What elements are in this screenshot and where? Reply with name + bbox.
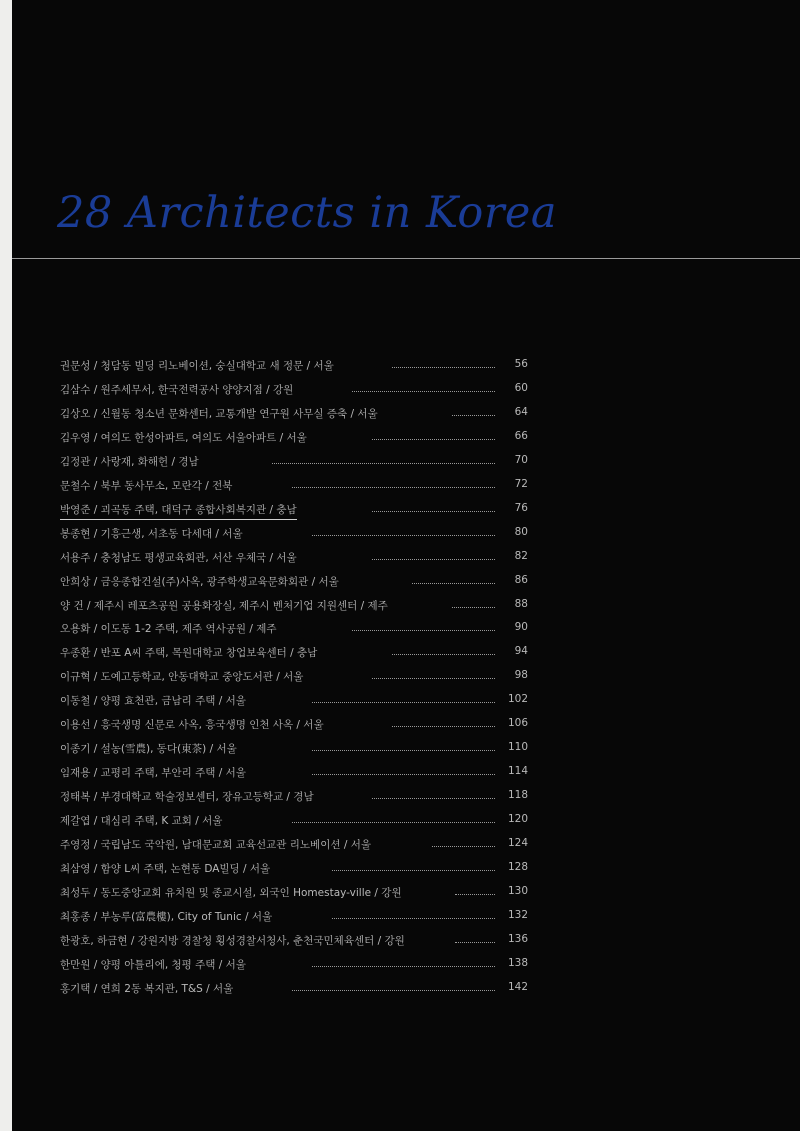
toc-entry [12,547,800,569]
toc-entry [12,666,800,688]
toc-entry [12,355,800,377]
toc-entry-title: 이규혁 / 도예고등학교, 안동대학교 중앙도서관 / 서울 [60,671,304,684]
toc-page-number: 136 [508,932,529,945]
toc-entry-title: 김정관 / 사랑재, 화해헌 / 경남 [60,455,199,468]
toc-page-number: 94 [514,645,528,658]
toc-entry-title: 임재용 / 교평리 주택, 부안리 주택 / 서울 [60,767,246,780]
toc-entry-title: 김삼수 / 원주세무서, 한국전력공사 양양지점 / 강원 [60,383,294,396]
document-page [12,0,800,1131]
toc-page-number: 60 [514,381,528,394]
toc-entry [12,714,800,736]
toc-entry [12,954,800,976]
toc-leader-dots [392,367,495,368]
toc-leader-dots [312,750,495,751]
toc-entry-title: 박영준 / 괴곡동 주택, 대덕구 종합사회복지관 / 충남 [60,502,297,520]
toc-entry [12,786,800,808]
toc-entry [12,618,800,640]
toc-page-number: 118 [508,789,529,802]
toc-leader-dots [312,535,495,536]
toc-entry-title: 김상오 / 신월동 청소년 문화센터, 교통개발 연구원 사무실 증축 / 서울 [60,407,378,420]
toc-page-number: 72 [514,477,528,490]
toc-entry-title: 홍기택 / 연희 2동 복지관, T&S / 서울 [60,982,234,995]
toc-entry [12,499,800,521]
toc-leader-dots [292,487,495,488]
toc-leader-dots [452,415,495,416]
toc-entry [12,834,800,856]
toc-page-number: 76 [514,501,528,514]
toc-page-number: 128 [508,860,529,873]
title-divider [12,258,800,259]
toc-entry [12,690,800,712]
toc-leader-dots [392,654,495,655]
toc-page-number: 80 [514,525,528,538]
toc-entry [12,379,800,401]
toc-entry [12,978,800,1000]
toc-page-number: 120 [508,813,529,826]
toc-leader-dots [312,702,495,703]
toc-leader-dots [452,607,495,608]
toc-entry-title: 이동철 / 양평 효천관, 금남리 주택 / 서울 [60,695,246,708]
toc-page-number: 86 [514,573,528,586]
toc-page-number: 56 [514,358,528,370]
toc-entry-title: 정태복 / 부경대학교 학술정보센터, 장유고등학교 / 경남 [60,791,314,804]
toc-entry [12,858,800,880]
toc-page-number: 64 [514,405,528,418]
toc-entry-title: 김우영 / 여의도 한성아파트, 여의도 서울아파트 / 서울 [60,431,307,444]
toc-page-number: 132 [508,908,529,921]
toc-leader-dots [352,630,495,631]
toc-entry-title: 우종환 / 반포 A씨 주택, 목원대학교 창업보육센터 / 충남 [60,647,318,660]
toc-page-number: 114 [508,765,529,778]
toc-leader-dots [432,846,495,847]
toc-entry [12,475,800,497]
toc-leader-dots [372,511,495,512]
toc-page-number: 90 [514,621,528,634]
toc-entry [12,642,800,664]
toc-leader-dots [455,894,495,895]
toc-leader-dots [392,726,495,727]
toc-entry-title: 서용주 / 충청남도 평생교육회관, 서산 우체국 / 서울 [60,551,297,564]
toc-page-number: 138 [508,956,529,969]
toc-leader-dots [272,463,495,464]
toc-entry [12,427,800,449]
toc-leader-dots [332,870,495,871]
toc-leader-dots [372,559,495,560]
toc-entry-title: 안희상 / 금응종합건설(주)사옥, 광주학생교육문화회관 / 서울 [60,575,339,588]
toc-leader-dots [372,798,495,799]
toc-leader-dots [332,918,495,919]
toc-entry-title: 제갈엽 / 대심리 주택, K 교회 / 서울 [60,815,223,828]
toc-page-number: 106 [508,717,529,730]
toc-entry [12,882,800,904]
toc-leader-dots [412,583,495,584]
toc-leader-dots [455,942,495,943]
toc-entry-title: 한만원 / 양평 아틀리에, 청평 주택 / 서울 [60,958,246,971]
toc-page-number: 82 [514,549,528,562]
toc-entry-title: 이종기 / 설농(雪農), 동다(東茶) / 서울 [60,743,237,756]
toc-page-number: 98 [514,669,528,682]
toc-entry-title: 권문성 / 청담동 빌딩 리노베이션, 숭실대학교 새 정문 / 서울 [60,360,334,372]
toc-page-number: 124 [508,837,529,849]
toc-page-number: 70 [514,453,528,466]
toc-entry [12,810,800,832]
toc-entry-title: 이용선 / 흥국생명 신문로 사옥, 흥국생명 인천 사옥 / 서울 [60,719,324,732]
toc-entry-title: 주영정 / 국립남도 국악원, 남대문교회 교육선교관 리노베이션 / 서울 [60,839,371,851]
toc-leader-dots [352,391,495,392]
toc-page-number: 88 [514,597,528,610]
toc-page-number: 66 [514,429,528,442]
page-title: 28 Architects in Korea [57,188,557,238]
toc-page-number: 102 [508,693,529,706]
toc-entry [12,762,800,784]
toc-entry [12,571,800,593]
toc-entry [12,738,800,760]
toc-leader-dots [372,439,495,440]
toc-page-number: 142 [508,980,529,993]
toc-entry-title: 최성두 / 동도중앙교회 유치원 및 종교시설, 외국인 Homestay-ville / 강원 [60,886,402,899]
toc-entry-title: 봉종현 / 기흥근생, 서초동 다세대 / 서울 [60,527,243,540]
toc-entry [12,403,800,425]
toc-entry-title: 최삼영 / 함양 L씨 주택, 논현동 DA빌딩 / 서울 [60,862,271,875]
toc-entry-title: 문철수 / 북부 동사무소, 모란각 / 전북 [60,479,233,492]
toc-entry-title: 양 건 / 제주시 레포츠공원 공용화장실, 제주시 벤처기업 지원센터 / 제주 [60,599,388,612]
toc-leader-dots [312,966,495,967]
toc-entry [12,451,800,473]
toc-entry [12,930,800,952]
toc-entry-title: 한광호, 하금현 / 강원지방 경찰청 횡성경찰서청사, 춘천국민체육센터 / 강원 [60,934,405,947]
toc-entry [12,595,800,617]
toc-leader-dots [292,990,495,991]
toc-entry [12,906,800,928]
toc-page-number: 110 [508,741,529,754]
page-margin [0,0,12,1131]
toc-entry [12,523,800,545]
toc-leader-dots [292,822,495,823]
toc-leader-dots [372,678,495,679]
toc-entry-title: 최홍종 / 부농루(富農樓), City of Tunic / 서울 [60,910,273,923]
toc-page-number: 130 [508,884,529,897]
toc-entry-title: 오용화 / 이도동 1-2 주택, 제주 역사공원 / 제주 [60,623,277,636]
toc-leader-dots [312,774,495,775]
